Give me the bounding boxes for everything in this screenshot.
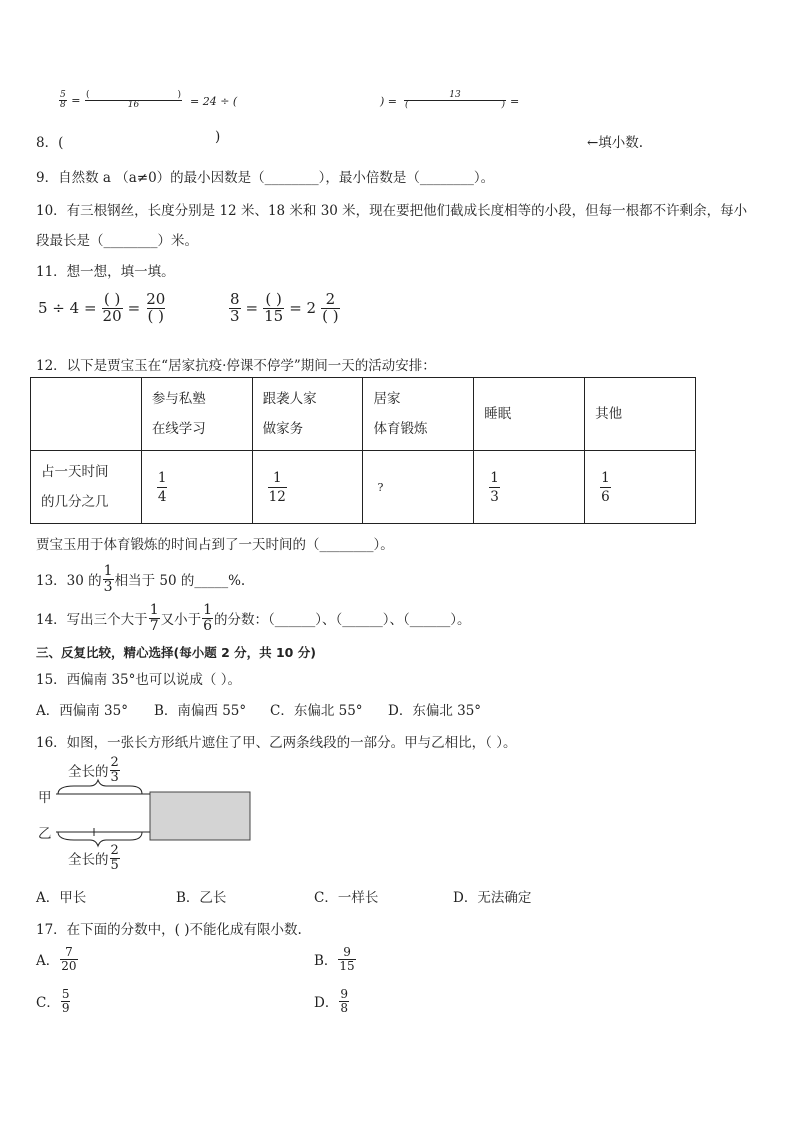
q14-text: 14．写出三个大于 $\frac{1}{7}$ 又小于 $\frac{1}{6}$ 的分数：（______）、（______）、（______）。 [36, 602, 471, 634]
table-cell-fraction: $\frac{1}{6}$ [585, 451, 696, 524]
label-jia: 甲 [38, 790, 52, 806]
q13-text: 13．30 的 $\frac{1}{3}$ 相当于 50 的_____%. [36, 563, 246, 595]
q10-line1: 10．有三根钢丝，长度分别是 12 米、18 米和 30 米，现在要把他们截成长度相等的小段，但每一根都不许剩余，每小 [36, 203, 748, 219]
table-header-empty [31, 378, 142, 451]
q8-fraction-13: 13 ( ) [405, 90, 505, 111]
q17-option-b[interactable]: B． $\frac{9}{15}$ [314, 945, 355, 973]
q8-divide: = 24 ÷ ( [190, 95, 238, 108]
table-header-cell: 居家 体育锻炼 [363, 378, 474, 451]
row-label: 占一天时间 的几分之几 [31, 451, 142, 524]
q8-blank-fraction: ( ) 16 [85, 90, 181, 111]
q16-option-a[interactable]: A．甲长 [36, 890, 87, 906]
q16-diagram [34, 756, 264, 874]
q12-title: 12．以下是贾宝玉在“居家抗疫·停课不停学”期间一天的活动安排： [36, 358, 436, 374]
bottom-caption: 全长的 $\frac{2}{5}$ [68, 843, 119, 873]
table-header-cell: 参与私塾 在线学习 [141, 378, 252, 451]
table-header-cell: 跟袭人家 做家务 [252, 378, 363, 451]
q11-title: 11．想一想，填一填。 [36, 264, 175, 280]
q8-hint: ←填小数. [587, 135, 644, 151]
q17-option-c[interactable]: C． $\frac{5}{9}$ [36, 987, 70, 1015]
q8-top-expression: $\frac{5}{8}$ = ( ) 16 [60, 90, 181, 111]
table-row [31, 451, 696, 524]
q15-option-a[interactable]: A．西偏南 35° [36, 703, 128, 719]
table-cell-unknown: ? [363, 451, 474, 524]
q16-option-d[interactable]: D．无法确定 [453, 890, 532, 906]
q10-line2: 段最长是（________）米。 [36, 233, 198, 249]
q17-stem: 17．在下面的分数中，( )不能化成有限小数. [36, 922, 302, 938]
q15-option-c[interactable]: C．东偏北 55° [270, 703, 363, 719]
activity-table [30, 377, 696, 524]
q11-expression-2: $\frac{8}{3}$ = $\frac{( )}{15}$ = 2 $\frac{2}{( )}$ [230, 290, 339, 325]
top-caption: 全长的 $\frac{2}{3}$ [68, 755, 119, 785]
table-header-cell: 睡眠 [474, 378, 585, 451]
table-cell-fraction: $\frac{1}{4}$ [141, 451, 252, 524]
q8-close-eq: ) = [380, 95, 398, 108]
q15-option-d[interactable]: D．东偏北 35° [388, 703, 482, 719]
table-cell-fraction: $\frac{1}{12}$ [252, 451, 363, 524]
q15-stem: 15．西偏南 35°也可以说成（ ）。 [36, 672, 241, 688]
q8-close-paren: ) [215, 129, 221, 145]
q17-option-a[interactable]: A． $\frac{7}{20}$ [36, 945, 77, 973]
table-header-cell: 其他 [585, 378, 696, 451]
table-cell-fraction: $\frac{1}{3}$ [474, 451, 585, 524]
q12-question: 贾宝玉用于体育锻炼的时间占到了一天时间的（________）。 [36, 537, 394, 553]
q8-fraction: $\frac{5}{8}$ [60, 90, 66, 111]
q11-expression-1: 5 ÷ 4 = $\frac{( )}{20}$ = $\frac{20}{( )}$ [38, 290, 166, 325]
q9-text: 9．自然数 a （a≠0）的最小因数是（________），最小倍数是（________）。 [36, 170, 495, 186]
q16-option-c[interactable]: C．一样长 [314, 890, 379, 906]
table-header-row [31, 378, 696, 451]
label-yi: 乙 [38, 826, 52, 842]
q8-eq3: = [510, 95, 520, 108]
q16-stem: 16．如图，一张长方形纸片遮住了甲、乙两条线段的一部分。甲与乙相比，（ ）。 [36, 735, 517, 751]
q8-number: 8．( [36, 135, 64, 151]
q16-option-b[interactable]: B．乙长 [176, 890, 227, 906]
q17-option-d[interactable]: D． $\frac{9}{8}$ [314, 987, 348, 1015]
paper-rectangle [150, 792, 250, 840]
section-heading: 三、反复比较，精心选择(每小题 2 分，共 10 分) [36, 645, 316, 660]
q15-option-b[interactable]: B．南偏西 55° [154, 703, 247, 719]
